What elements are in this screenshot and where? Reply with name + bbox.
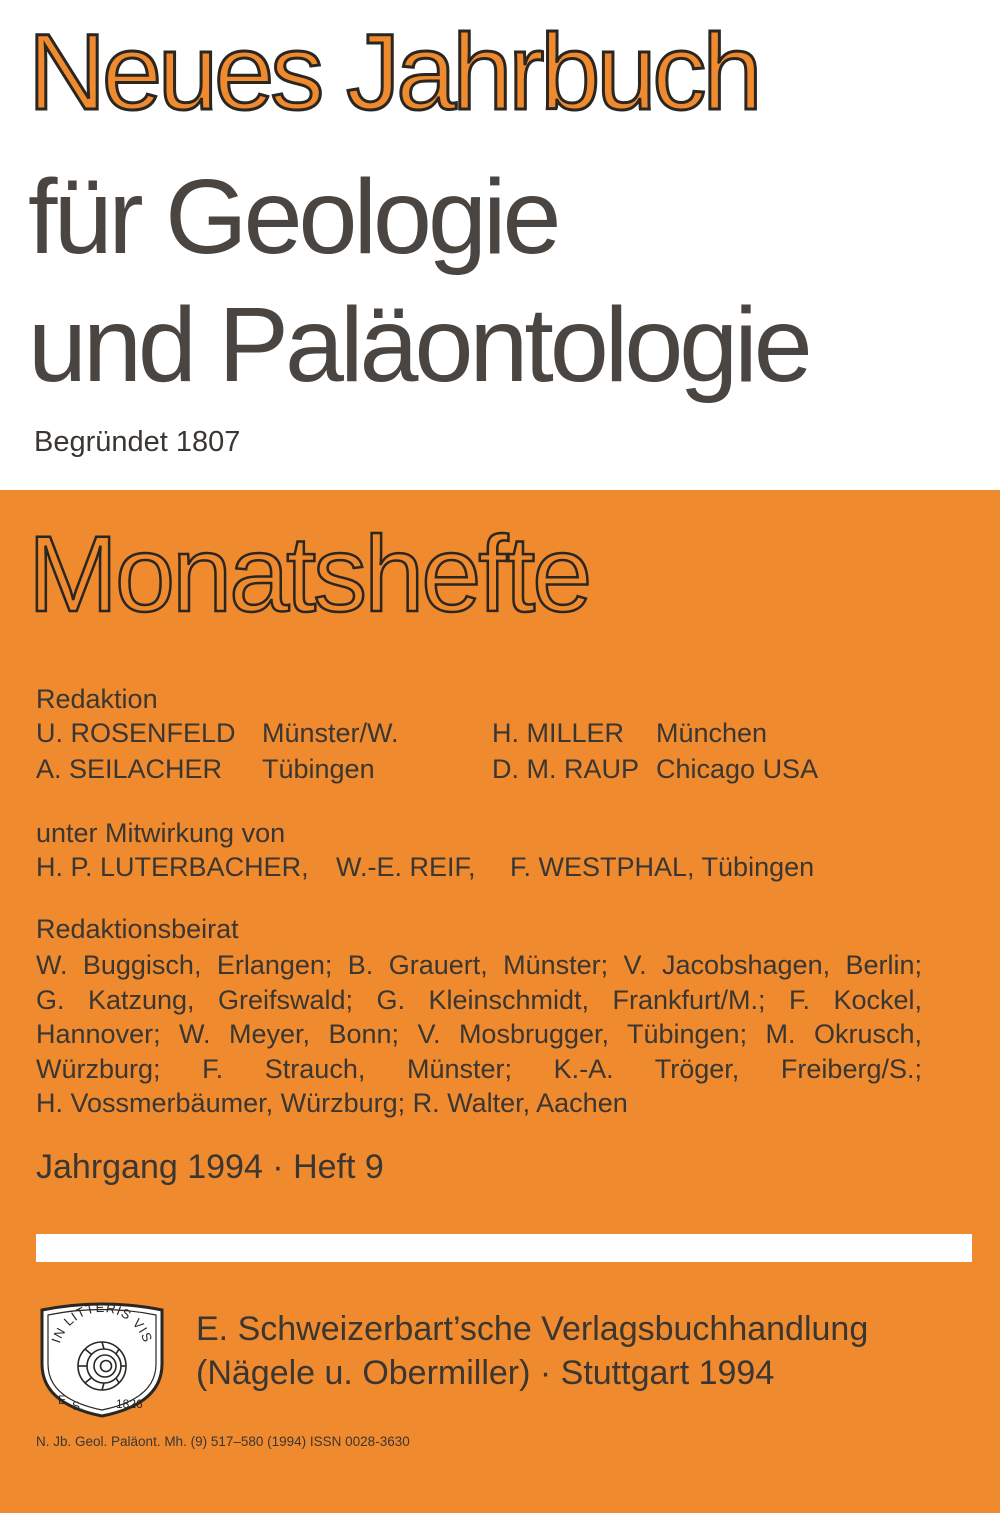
publisher-name: E. Schweizerbart’sche Verlagsbuchhandlung [196, 1310, 869, 1348]
series-title: Monatshefte [28, 513, 590, 634]
journal-title-line2: für Geologie [28, 158, 558, 276]
editor-name: A. SEILACHER [36, 754, 223, 784]
editor-city: Tübingen [262, 754, 375, 784]
journal-title-line3: und Paläontologie [28, 286, 809, 404]
editor-city: Münster/W. [262, 718, 399, 748]
board-line: Würzburg; F. Strauch, Münster; K.-A. Tröger, Freiberg/S.; [36, 1053, 922, 1084]
cooperation-name: F. WESTPHAL, Tübingen [510, 852, 815, 882]
editorial-label: Redaktion [36, 684, 158, 714]
board-line: Hannover; W. Meyer, Bonn; V. Mosbrugger, Tübingen; M. Okrusch, [36, 1019, 922, 1050]
publisher-seal-logo [28, 1292, 176, 1422]
editor-city: München [656, 718, 768, 748]
board-label: Redaktionsbeirat [36, 914, 239, 944]
board-line: G. Katzung, Greifswald; G. Kleinschmidt, Frankfurt/M.; F. Kockel, [36, 984, 922, 1015]
issue-info: Jahrgang 1994 · Heft 9 [36, 1148, 384, 1186]
board-line: W. Buggisch, Erlangen; B. Grauert, Münster; V. Jacobshagen, Berlin; [36, 950, 922, 980]
seal-initial-right: S. [72, 1399, 84, 1413]
cooperation-name: H. P. LUTERBACHER, [36, 852, 309, 882]
journal-title-line1: Neues Jahrbuch [28, 11, 759, 132]
publisher-location: (Nägele u. Obermiller) · Stuttgart 1994 [196, 1354, 775, 1392]
editor-name: D. M. RAUP [492, 754, 640, 784]
board-members [36, 948, 922, 1121]
founded-note: Begründet 1807 [34, 426, 241, 458]
seal-year: 1826 [116, 1397, 143, 1411]
seal-initial-left: E. [58, 1393, 70, 1407]
cooperation-name: W.-E. REIF, [336, 852, 476, 882]
editor-name: U. ROSENFELD [36, 718, 236, 748]
white-separator-bar [36, 1234, 972, 1262]
board-line: H. Vossmerbäumer, Würzburg; R. Walter, Aachen [36, 1088, 628, 1119]
editor-city: Chicago USA [656, 754, 819, 784]
citation-line: N. Jb. Geol. Paläont. Mh. (9) 517–580 (1994) ISSN 0028-3630 [36, 1434, 410, 1449]
seal-motto: IN LITTERIS VIS [48, 1299, 156, 1345]
editor-name: H. MILLER [492, 718, 625, 748]
cooperation-label: unter Mitwirkung von [36, 818, 286, 848]
